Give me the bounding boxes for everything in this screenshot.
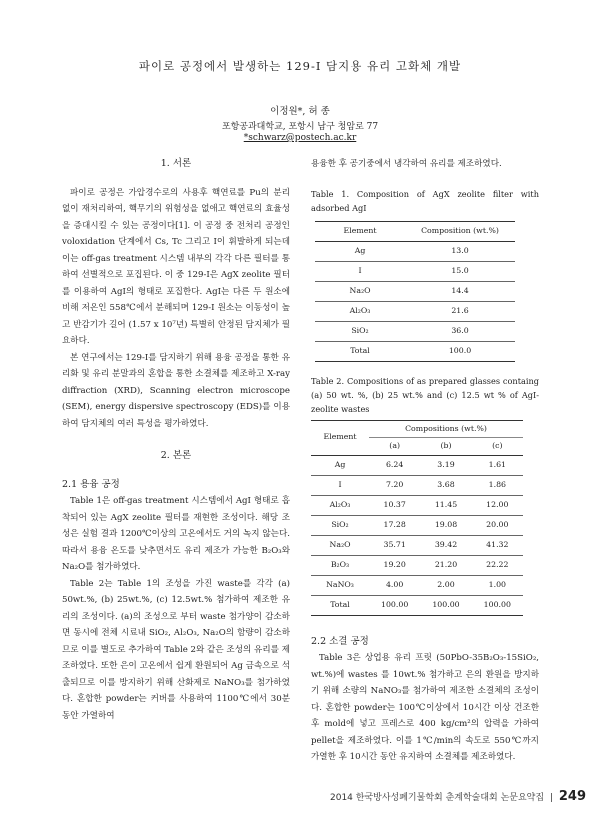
melting-paragraph-1: Table 1은 off-gas treatment 시스템에서 AgI 형태로 흡착되어 있는 AgX zeolite 필터를 재현한 조성이다. 해당 조성은 실험 결과 1200℃이상의 고온에서도 거의 녹지 않는다. 따라서 용융 온도를 낮추면서도 유리 제조가 가능한 B₂O₃와 Na₂O를 첨가하였다. bbox=[62, 496, 290, 572]
table-row bbox=[311, 495, 523, 515]
table-cell: 21.6 bbox=[405, 301, 515, 321]
table-row bbox=[311, 515, 523, 535]
table-cell: 14.4 bbox=[405, 281, 515, 301]
table2-subheader-c: (c) bbox=[472, 438, 523, 456]
table-row bbox=[315, 341, 515, 361]
table2-subheader-a: (a) bbox=[369, 438, 420, 456]
table2-header-compositions: Compositions (wt.%) bbox=[369, 420, 523, 438]
melting-paragraph-continued: 용융한 후 공기중에서 냉각하여 유리를 제조하였다. bbox=[311, 159, 502, 169]
table-row bbox=[311, 455, 523, 475]
table-cell: 10.37 bbox=[369, 495, 420, 515]
table-cell: 6.24 bbox=[385, 459, 404, 469]
table-cell: 3.19 bbox=[437, 459, 455, 469]
table-cell: 13.0 bbox=[451, 245, 469, 255]
table1-header-element: Element bbox=[315, 221, 405, 241]
table-cell: Ag bbox=[334, 459, 346, 469]
affiliation: 포항공과대학교, 포항시 남구 청암로 77 bbox=[221, 122, 379, 132]
table-row bbox=[315, 241, 515, 261]
page-number: 249 bbox=[558, 789, 586, 804]
table-cell: SiO₂ bbox=[311, 515, 369, 535]
table-cell: 1.61 bbox=[488, 459, 507, 469]
table-cell: 1.00 bbox=[472, 575, 523, 595]
table-cell: 3.68 bbox=[420, 475, 471, 495]
table-cell: B₂O₃ bbox=[311, 555, 369, 575]
table-cell: Total bbox=[311, 595, 369, 615]
subsection-heading-melting: 2.1 용융 공정 bbox=[62, 478, 120, 490]
table1 bbox=[315, 221, 515, 362]
table-cell: 12.00 bbox=[472, 495, 523, 515]
table-cell: 17.28 bbox=[369, 515, 420, 535]
table-cell: 39.42 bbox=[420, 535, 471, 555]
left-column bbox=[62, 156, 290, 724]
table-cell: NaNO₃ bbox=[311, 575, 369, 595]
table-cell: 19.20 bbox=[369, 555, 420, 575]
page-footer: 2014 한국방사성폐기물학회 춘계학술대회 논문요약집 | 249 bbox=[330, 789, 586, 804]
table-cell: 19.08 bbox=[420, 515, 471, 535]
right-column bbox=[311, 156, 539, 766]
table-cell: Al₂O₃ bbox=[311, 495, 369, 515]
table-row bbox=[311, 595, 523, 615]
table-cell: 35.71 bbox=[369, 535, 420, 555]
table-cell: Ag bbox=[354, 245, 366, 255]
table-cell: 36.0 bbox=[405, 321, 515, 341]
table-cell: 100.0 bbox=[405, 341, 515, 361]
table2 bbox=[311, 420, 523, 616]
table-cell: Total bbox=[315, 341, 405, 361]
table-cell: 4.00 bbox=[369, 575, 420, 595]
intro-paragraph-2: 본 연구에서는 129-I를 담지하기 위해 용융 공정을 통한 유리화 및 유리 분말과의 혼합을 통한 소결체를 제조하고 X-ray diffraction (XRD), Scanning electron microscope (SEM), energy dispersive spectroscopy (EDS)를 이용하여 담지체의 여러 특성을 평가하였다. bbox=[62, 352, 290, 429]
table-cell: Na₂O bbox=[311, 535, 369, 555]
table-row bbox=[311, 475, 523, 495]
conference-name: 2014 한국방사성폐기물학회 춘계학술대회 논문요약집 bbox=[330, 793, 545, 803]
table-cell: 15.0 bbox=[405, 261, 515, 281]
email-link[interactable]: *schwarz@postech.ac.kr bbox=[243, 133, 357, 143]
section-heading-body: 2. 본론 bbox=[160, 450, 192, 461]
subsection-heading-sintering: 2.2 소결 공정 bbox=[311, 635, 369, 647]
intro-paragraph-1: 파이로 공정은 가압경수로의 사용후 핵연료를 Pu의 분리 없이 재처리하여, 핵무기의 위험성을 없애고 핵연료의 효율성을 증대시킬 수 있는 공정이다[1]. 이 공정 중 전처리 공정인 voloxidation 단계에서 Cs, Tc 그리고 I이 휘발하게 되는데 이는 off-gas treatment 시스템 내부의 각각 다른 필터를 통하여 선별적으로 포집된다. 이 중 129-I은 AgX zeolite 필터를 이용하여 AgI의 형태로 포집한다. AgI는 다른 두 원소에 비해 저온인 558℃에서 분해되며 129-I 원소는 이동성이 높고 반감기가 길어 (1.57 x 10⁷년) 특별히 안정된 담지체가 필요하다. bbox=[62, 187, 290, 346]
table-cell: 11.45 bbox=[420, 495, 471, 515]
table-row bbox=[311, 535, 523, 555]
melting-paragraph-2: Table 2는 Table 1의 조성을 가진 waste를 각각 (a) 50wt.%, (b) 25wt.%, (c) 12.5wt.% 첨가하여 제조한 유리의 조성이다. (a)의 조성으로 부터 waste 첨가양이 감소하면 동시에 전체 시료내 SiO₂, Al₂O₃, Na₂O의 함량이 감소하므로 이를 별도로 추가하여 Table 2와 같은 조성의 유리를 제조하였다. 또한 은이 고온에서 쉽게 환원되어 Ag 금속으로 석출되므로 이를 방지하기 위해 산화제로 NaNO₃를 첨가하였다. 혼합한 powder는 커버를 사용하여 1100℃에서 30분 동안 가열하여 bbox=[62, 578, 290, 721]
authors: 이정원*, 허 종 bbox=[270, 106, 330, 117]
table-cell: 1.86 bbox=[472, 475, 523, 495]
table-row bbox=[311, 575, 523, 595]
table-cell: 20.00 bbox=[472, 515, 523, 535]
table-cell: I bbox=[311, 475, 369, 495]
table-cell: 7.20 bbox=[369, 475, 420, 495]
sintering-paragraph: Table 3은 상업용 유리 프릿 (50PbO-35B₂O₃-15SiO₂, wt.%)에 wastes 를 10wt.% 첨가하고 은의 환원을 방지하기 위해 소량의 NaNO₃를 첨가하여 제조한 소결체의 조성이다. 혼합한 powder는 100℃이상에서 10시간 이상 건조한 후 mold에 넣고 프레스로 400 kg/cm²의 압력을 가하여 pellet을 제조하였다. 이를 1℃/min의 속도로 550℃까지 가열한 후 10시간 동안 유지하여 소결체를 제조하였다. bbox=[311, 653, 539, 762]
table1-header-composition: Composition (wt.%) bbox=[405, 221, 515, 241]
table-row bbox=[315, 301, 515, 321]
table-cell: 21.20 bbox=[420, 555, 471, 575]
table1-caption: Table 1. Composition of AgX zeolite filter with adsorbed AgI bbox=[311, 188, 539, 213]
table-row bbox=[315, 281, 515, 301]
table-row bbox=[311, 555, 523, 575]
table-cell: 2.00 bbox=[420, 575, 471, 595]
table-cell: 22.22 bbox=[472, 555, 523, 575]
table-cell: I bbox=[315, 261, 405, 281]
table-cell: Na₂O bbox=[315, 281, 405, 301]
table-cell: 100.00 bbox=[420, 595, 471, 615]
table-cell: 41.32 bbox=[472, 535, 523, 555]
table-cell: Al₂O₃ bbox=[315, 301, 405, 321]
table-cell: SiO₂ bbox=[315, 321, 405, 341]
table2-caption: Table 2. Compositions of as prepared glasses containg (a) 50 wt. %, (b) 25 wt.% and (c) 12.5 wt % of AgI-zeolite wastes bbox=[311, 375, 539, 414]
table2-header-element: Element bbox=[311, 420, 369, 455]
table-cell: 100.00 bbox=[472, 595, 523, 615]
table-row bbox=[315, 261, 515, 281]
table-row bbox=[315, 321, 515, 341]
table2-subheader-b: (b) bbox=[420, 438, 471, 456]
paper-title: 파이로 공정에서 발생하는 129-I 담지용 유리 고화체 개발 bbox=[138, 59, 462, 73]
table-cell: 100.00 bbox=[369, 595, 420, 615]
section-heading-introduction: 1. 서론 bbox=[160, 158, 192, 169]
